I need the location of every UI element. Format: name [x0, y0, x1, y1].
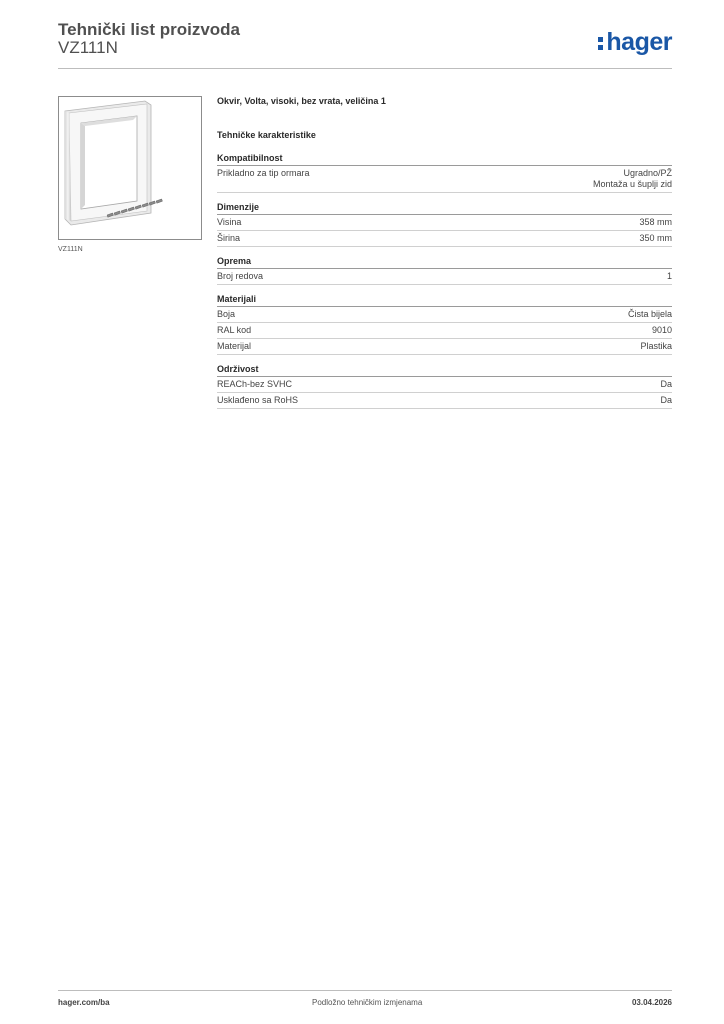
spec-value-line: Ugradno/PŽ: [623, 168, 672, 178]
spec-sections: [217, 153, 672, 409]
spec-value: [667, 271, 672, 282]
spec-label: Materijal: [217, 341, 252, 351]
spec-row: [217, 166, 672, 193]
spec-value-line: 9010: [651, 325, 672, 335]
product-code: VZ111N: [58, 38, 118, 57]
spec-value: [660, 379, 672, 390]
spec-label: Broj redova: [217, 271, 264, 281]
product-image: [58, 96, 202, 240]
spec-row: [217, 215, 672, 231]
hager-logo: [598, 28, 672, 57]
footer-website[interactable]: hager.com/ba: [58, 998, 110, 1007]
spec-row: [217, 307, 672, 323]
frame-illustration-icon: [59, 97, 201, 239]
spec-label: Boja: [217, 309, 236, 319]
spec-value-line: Čista bijela: [627, 309, 672, 319]
spec-value-line: Plastika: [640, 341, 672, 351]
spec-row: [217, 323, 672, 339]
tech-section-title: Tehničke karakteristike: [217, 130, 316, 140]
section-heading: Dimenzije: [217, 202, 672, 215]
spec-label: RAL kod: [217, 325, 252, 335]
header-divider: [58, 68, 672, 69]
footer-note: Podložno tehničkim izmjenama: [312, 998, 423, 1007]
spec-value-line: Montaža u šuplji zid: [592, 179, 672, 189]
spec-label: Širina: [217, 233, 241, 243]
spec-row: [217, 393, 672, 409]
spec-label: REACh-bez SVHC: [217, 379, 293, 389]
spec-value: [652, 325, 672, 336]
logo-text: hager: [606, 28, 672, 56]
spec-label: Usklađeno sa RoHS: [217, 395, 299, 405]
spec-value-line: 350 mm: [639, 233, 672, 243]
spec-label: Prikladno za tip ormara: [217, 168, 310, 178]
section-heading: Kompatibilnost: [217, 153, 672, 166]
spec-row: [217, 339, 672, 355]
spec-value: [628, 309, 672, 320]
spec-content: [217, 96, 672, 409]
spec-value: [640, 341, 672, 352]
logo-dots-icon: [598, 34, 604, 53]
spec-value: [593, 168, 672, 190]
spec-value: [639, 233, 672, 244]
section-heading: Oprema: [217, 256, 672, 269]
product-name: Okvir, Volta, visoki, bez vrata, veličina 1: [217, 96, 386, 106]
spec-value-line: Da: [660, 395, 672, 405]
spec-row: [217, 231, 672, 247]
page-title: Tehnički list proizvoda: [58, 20, 240, 39]
section-heading: Materijali: [217, 294, 672, 307]
spec-row: [217, 377, 672, 393]
footer-date: 03.04.2026: [631, 998, 672, 1007]
image-caption: VZ111N: [58, 246, 83, 253]
spec-value: [660, 395, 672, 406]
spec-value: [639, 217, 672, 228]
section-heading: Održivost: [217, 364, 672, 377]
footer-divider: [58, 990, 672, 991]
spec-label: Visina: [217, 217, 242, 227]
spec-value-line: 1: [666, 271, 672, 281]
spec-value-line: Da: [660, 379, 672, 389]
spec-value-line: 358 mm: [639, 217, 672, 227]
spec-row: [217, 269, 672, 285]
